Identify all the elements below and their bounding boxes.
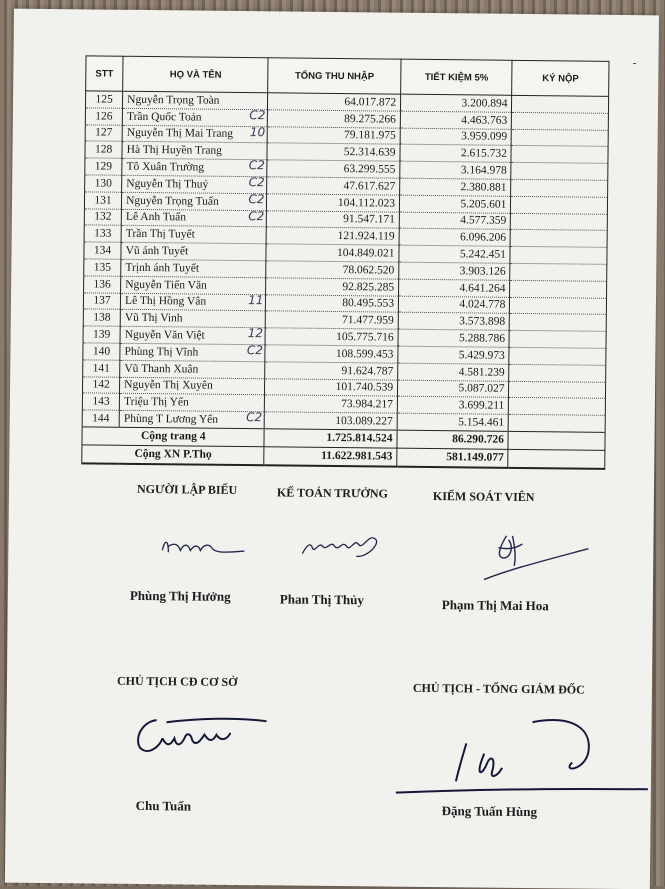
row-name-text: Nguyễn Trọng Tuấn [126, 194, 219, 208]
row-name-text: Nguyễn Văn Việt [124, 328, 205, 342]
row-name [122, 108, 267, 126]
row-income: 63.299.555 [267, 160, 400, 178]
row-sign-cell [509, 398, 606, 416]
row-stt: 135 [84, 259, 121, 276]
row-stt: 125 [85, 91, 122, 108]
row-savings: 5.087.027 [398, 380, 510, 398]
row-sign-cell [510, 314, 607, 332]
row-sign-cell [511, 196, 608, 214]
row-stt: 137 [83, 292, 120, 309]
header-sign: KÝ NỘP [512, 60, 609, 96]
row-savings: 2.380.881 [400, 178, 512, 196]
row-name-text: Lê Thị Hồng Vân [125, 295, 207, 309]
union-chair-signature [126, 710, 267, 761]
handwritten-note: 10 [249, 124, 266, 139]
row-income: 78.062.520 [266, 261, 399, 279]
row-savings: 5.154.461 [397, 413, 509, 431]
table-body [82, 91, 608, 432]
row-name-text: Nguyễn Thị Mai Trang [126, 127, 234, 141]
row-name-text: Tô Xuân Trường [126, 160, 205, 174]
row-savings: 4.581.239 [398, 363, 510, 381]
header-income: TỔNG THU NHẬP [268, 58, 401, 94]
controller-signature [478, 526, 599, 587]
row-income: 108.599.453 [265, 345, 398, 363]
row-stt: 126 [85, 108, 122, 125]
row-savings: 4.463.763 [400, 111, 512, 129]
row-sign-cell [510, 230, 607, 248]
row-sign-cell [511, 213, 608, 231]
row-stt: 132 [84, 208, 121, 225]
row-name [122, 142, 267, 160]
row-name [122, 158, 267, 176]
row-sign-cell [511, 179, 608, 197]
row-sign-cell [509, 364, 606, 382]
row-stt: 127 [85, 124, 122, 141]
row-stt: 129 [85, 158, 122, 175]
row-name [121, 226, 266, 244]
row-income: 92.825.285 [266, 278, 399, 296]
row-stt: 141 [83, 360, 120, 377]
row-name [121, 242, 266, 260]
page-total-savings: 86.290.726 [397, 430, 509, 449]
row-income: 91.547.171 [267, 210, 400, 228]
row-name [122, 175, 267, 193]
row-sign-cell [509, 347, 606, 365]
row-savings: 4.024.778 [398, 296, 510, 314]
row-stt: 131 [84, 192, 121, 209]
row-savings: 3.959.099 [400, 128, 512, 146]
row-name-text: Vũ ánh Tuyết [125, 244, 189, 258]
grand-total-sign [508, 449, 605, 469]
grand-total-income: 11.622.981.543 [264, 447, 397, 467]
header-stt: STT [86, 56, 123, 91]
row-sign-cell [509, 381, 606, 399]
row-savings: 2.615.732 [400, 145, 512, 163]
row-savings: 4.577.359 [399, 212, 511, 230]
row-name [120, 377, 265, 395]
row-name [120, 326, 265, 344]
page-total-sign [508, 431, 605, 450]
row-savings: 3.903.126 [399, 262, 511, 280]
row-stt: 138 [83, 309, 120, 326]
row-name-text: Trịnh ánh Tuyết [125, 261, 200, 275]
handwritten-note: C2 [248, 191, 265, 207]
row-name-text: Trần Quốc Toản [126, 110, 202, 124]
row-name-text: Nguyễn Thị Xuyên [124, 379, 213, 393]
row-name-text: Nguyễn Thị Thuỷ [126, 177, 209, 191]
row-stt: 134 [84, 242, 121, 259]
row-name [122, 125, 267, 143]
row-savings: 3.699.211 [397, 397, 509, 415]
handwritten-note: C2 [248, 175, 265, 190]
row-sign-cell [510, 280, 607, 298]
chief-accountant-role: KẾ TOÁN TRƯỞNG [276, 485, 388, 501]
row-stt: 133 [84, 225, 121, 242]
table-header-row [86, 56, 609, 96]
row-stt: 139 [83, 326, 120, 343]
row-name-text: Nguyễn Tiến Văn [125, 278, 207, 292]
row-name [119, 394, 264, 412]
header-savings: TIẾT KIỆM 5% [401, 59, 513, 95]
row-income: 80.495.553 [266, 294, 399, 312]
row-name-text: Trần Thị Tuyết [125, 228, 195, 241]
page-corner-mark: - [632, 57, 637, 70]
grand-total-label: Cộng XN P.Thọ [82, 445, 265, 465]
row-income: 121.924.119 [267, 227, 400, 245]
handwritten-note: C2 [249, 107, 266, 123]
row-name-text: Vũ Thanh Xuân [124, 362, 199, 376]
row-name-text: Nguyễn Trọng Toàn [127, 93, 220, 107]
row-sign-cell [512, 112, 609, 130]
row-stt: 130 [85, 175, 122, 192]
row-sign-cell [510, 247, 607, 265]
row-name-text: Vũ Thị Vinh [124, 312, 183, 325]
chief-accountant-name: Phan Thị Thủy [279, 591, 365, 608]
row-name-text: Phùng T Lương Yến [123, 412, 219, 426]
ceo-signature [392, 713, 653, 806]
row-name [120, 310, 265, 328]
row-name-text: Triệu Thị Yến [123, 396, 189, 409]
handwritten-note: 11 [248, 292, 264, 307]
row-name [121, 276, 266, 294]
row-income: 104.849.021 [266, 244, 399, 262]
row-name-text: Phùng Thị Vĩnh [124, 345, 199, 359]
row-savings: 5.429.973 [398, 346, 510, 364]
controller-name: Phạm Thị Mai Hoa [441, 597, 549, 614]
row-savings: 6.096.206 [399, 229, 511, 247]
row-income: 71.477.959 [266, 311, 399, 329]
row-sign-cell [512, 129, 609, 147]
row-name [123, 91, 268, 109]
row-stt: 142 [82, 376, 119, 393]
union-chair-name: Chu Tuấn [135, 797, 192, 814]
row-savings: 5.205.601 [399, 195, 511, 213]
row-savings: 4.641.264 [399, 279, 511, 297]
row-sign-cell [512, 95, 609, 113]
row-sign-cell [509, 414, 606, 432]
row-income: 52.314.639 [267, 143, 400, 161]
row-sign-cell [510, 263, 607, 281]
row-stt: 143 [82, 393, 119, 410]
row-name-text: Hà Thị Huyền Trang [126, 144, 223, 158]
ceo-role: CHỦ TỊCH - TỔNG GIÁM ĐỐC [412, 680, 585, 697]
row-name [121, 259, 266, 277]
row-sign-cell [510, 297, 607, 315]
preparer-signature [158, 530, 248, 561]
row-stt: 136 [84, 276, 121, 293]
row-income: 104.112.023 [267, 194, 400, 212]
row-income: 89.275.266 [268, 110, 401, 128]
row-sign-cell [511, 163, 608, 181]
row-income: 105.775.716 [265, 328, 398, 346]
row-savings: 3.200.894 [401, 94, 513, 112]
row-income: 103.089.227 [265, 412, 398, 430]
page-total-income: 1.725.814.524 [264, 429, 397, 448]
row-name [121, 209, 266, 227]
row-savings: 3.164.978 [400, 161, 512, 179]
row-sign-cell [509, 330, 606, 348]
row-name [119, 410, 264, 428]
handwritten-note: C2 [248, 158, 265, 173]
row-savings: 5.288.786 [398, 329, 510, 347]
grand-total-savings: 581.149.077 [397, 448, 509, 468]
row-income: 91.624.787 [265, 362, 398, 380]
row-stt: 140 [83, 343, 120, 360]
header-name: HỌ VÀ TÊN [123, 56, 269, 93]
row-income: 73.984.217 [265, 395, 398, 413]
row-stt: 144 [82, 410, 119, 427]
controller-role: KIỂM SOÁT VIÊN [432, 489, 535, 505]
row-name [120, 343, 265, 361]
row-income: 64.017.872 [268, 93, 401, 111]
row-income: 79.181.975 [268, 126, 401, 144]
row-name [120, 293, 265, 311]
preparer-name: Phùng Thị Hưởng [129, 587, 231, 604]
row-name-text: Lê Anh Tuấn [125, 211, 187, 224]
preparer-role: NGƯỜI LẬP BIỂU [136, 481, 238, 497]
row-savings: 5.242.451 [399, 245, 511, 263]
union-chair-role: CHỦ TỊCH CĐ CƠ SỞ [116, 673, 238, 689]
row-stt: 128 [85, 141, 122, 158]
handwritten-note: 12 [247, 326, 264, 341]
document-page [5, 9, 659, 889]
chief-accountant-signature [296, 524, 396, 565]
row-income: 47.617.627 [267, 177, 400, 195]
row-sign-cell [511, 146, 608, 164]
row-name [120, 360, 265, 378]
handwritten-note: C2 [246, 410, 263, 425]
handwritten-note: C2 [246, 343, 263, 358]
page-total-label: Cộng trang 4 [82, 427, 265, 447]
row-name [122, 192, 267, 210]
handwritten-note: C2 [248, 208, 265, 223]
ceo-name: Đặng Tuấn Hùng [441, 803, 538, 820]
savings-ledger-table [81, 55, 609, 469]
row-income: 101.740.539 [265, 378, 398, 396]
row-savings: 3.573.898 [398, 313, 510, 331]
